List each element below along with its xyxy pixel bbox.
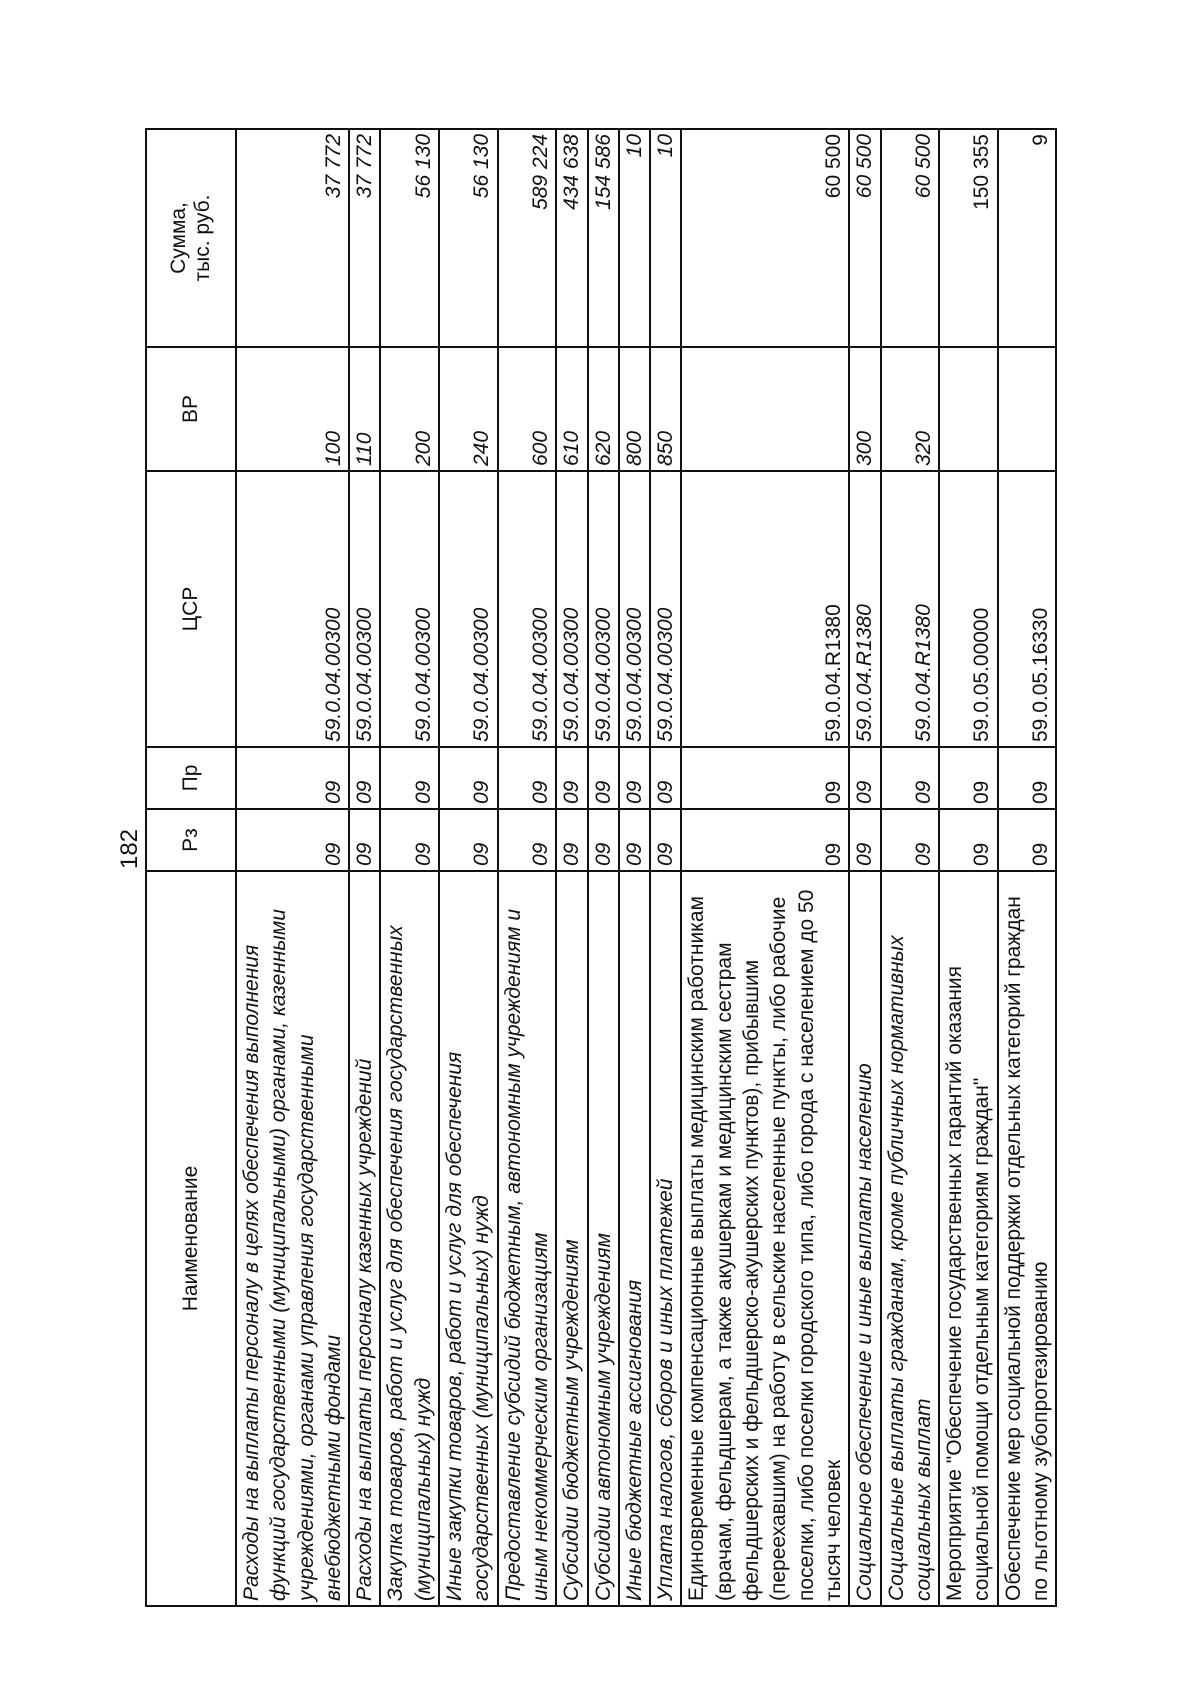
row-pr-cell: 09 (650, 747, 681, 809)
row-sum-cell: 56 130 (380, 129, 439, 347)
row-sum-cell: 60 500 (681, 129, 849, 347)
table-header-row (146, 129, 236, 1606)
row-csr-cell: 59.0.04.00300 (650, 471, 681, 747)
row-name-cell: Уплата налогов, сборов и иных платежей (650, 871, 681, 1606)
row-name-cell: Социальное обеспечение и иные выплаты населению (849, 871, 880, 1606)
row-name-cell: Субсидии автономным учреждениям (588, 871, 619, 1606)
row-sum-cell: 10 (650, 129, 681, 347)
table-row (556, 129, 587, 1606)
row-name-cell: Расходы на выплаты персоналу в целях обеспечения выполнения функций государственными (муниципальными) органами, казенными учреждениями, органами управления государственными внебюджетными фондами (236, 871, 349, 1606)
row-pr-cell: 09 (881, 747, 940, 809)
row-rz-cell: 09 (939, 809, 998, 871)
row-sum-cell: 150 355 (939, 129, 998, 347)
row-pr-cell: 09 (849, 747, 880, 809)
row-csr-cell: 59.0.04.R1380 (681, 471, 849, 747)
row-sum-cell: 9 (998, 129, 1057, 347)
row-pr-cell: 09 (349, 747, 380, 809)
row-pr-cell: 09 (236, 747, 349, 809)
row-vr-cell: 620 (588, 347, 619, 471)
table-row (681, 129, 849, 1606)
row-sum-cell: 37 772 (349, 129, 380, 347)
rotated-table-wrapper (145, 130, 1055, 1607)
header-sum-line2: тыс. руб. (191, 194, 214, 282)
row-sum-cell: 60 500 (849, 129, 880, 347)
row-vr-cell: 300 (849, 347, 880, 471)
table-row (588, 129, 619, 1606)
row-vr-cell: 800 (619, 347, 650, 471)
row-sum-cell: 154 586 (588, 129, 619, 347)
row-rz-cell: 09 (439, 809, 498, 871)
row-sum-cell: 589 224 (498, 129, 557, 347)
row-csr-cell: 59.0.04.00300 (380, 471, 439, 747)
header-rz: Рз (146, 809, 236, 871)
row-rz-cell: 09 (681, 809, 849, 871)
header-pr: Пр (146, 747, 236, 809)
row-vr-cell (939, 347, 998, 471)
row-pr-cell: 09 (556, 747, 587, 809)
row-rz-cell: 09 (650, 809, 681, 871)
row-vr-cell: 100 (236, 347, 349, 471)
row-name-cell: Иные закупки товаров, работ и услуг для обеспечения государственных (муниципальных) нужд (439, 871, 498, 1606)
row-vr-cell (998, 347, 1057, 471)
row-csr-cell: 59.0.05.00000 (939, 471, 998, 747)
row-name-cell: Единовременные компенсационные выплаты медицинским работникам (врачам, фельдшерам, а также акушеркам и медицинским сестрам фельдшерских и фельдшерско-акушерских пунктов), прибывшим (переехавшим) на работу в сельские населенные пункты, либо рабочие поселки, либо поселки городского типа, либо города с населением до 50 тысяч человек (681, 871, 849, 1606)
row-rz-cell: 09 (998, 809, 1057, 871)
row-csr-cell: 59.0.04.R1380 (881, 471, 940, 747)
row-csr-cell: 59.0.04.00300 (588, 471, 619, 747)
header-sum-line1: Сумма, (166, 202, 190, 274)
row-name-cell: Обеспечение мер социальной поддержки отдельных категорий граждан по льготному зубопротезированию (998, 871, 1057, 1606)
table-row (998, 129, 1057, 1606)
row-sum-cell: 10 (619, 129, 650, 347)
row-pr-cell: 09 (998, 747, 1057, 809)
page-number: 182 (116, 828, 143, 870)
row-name-cell: Иные бюджетные ассигнования (619, 871, 650, 1606)
row-csr-cell: 59.0.04.R1380 (849, 471, 880, 747)
row-vr-cell: 200 (380, 347, 439, 471)
row-name-cell: Предоставление субсидий бюджетным, автономным учреждениям и иным некоммерческим организациям (498, 871, 557, 1606)
row-rz-cell: 09 (236, 809, 349, 871)
row-sum-cell: 56 130 (439, 129, 498, 347)
row-rz-cell: 09 (619, 809, 650, 871)
table-row (619, 129, 650, 1606)
table-row (939, 129, 998, 1606)
row-vr-cell: 610 (556, 347, 587, 471)
table-row (650, 129, 681, 1606)
row-vr-cell: 110 (349, 347, 380, 471)
row-vr-cell: 850 (650, 347, 681, 471)
row-pr-cell: 09 (939, 747, 998, 809)
row-vr-cell: 240 (439, 347, 498, 471)
table-row (380, 129, 439, 1606)
header-csr: ЦСР (146, 471, 236, 747)
row-sum-cell: 434 638 (556, 129, 587, 347)
row-sum-cell: 60 500 (881, 129, 940, 347)
table-row (881, 129, 940, 1606)
row-rz-cell: 09 (849, 809, 880, 871)
header-name: Наименование (146, 871, 236, 1606)
row-sum-cell: 37 772 (236, 129, 349, 347)
header-vr: ВР (146, 347, 236, 471)
row-rz-cell: 09 (881, 809, 940, 871)
row-name-cell: Мероприятие "Обеспечение государственных гарантий оказания социальной помощи отдельным категориям граждан" (939, 871, 998, 1606)
row-name-cell: Закупка товаров, работ и услуг для обеспечения государственных (муниципальных) нужд (380, 871, 439, 1606)
row-pr-cell: 09 (498, 747, 557, 809)
row-pr-cell: 09 (439, 747, 498, 809)
row-name-cell: Субсидии бюджетным учреждениям (556, 871, 587, 1606)
row-vr-cell: 600 (498, 347, 557, 471)
table-row (236, 129, 349, 1606)
row-rz-cell: 09 (556, 809, 587, 871)
row-csr-cell: 59.0.04.00300 (236, 471, 349, 747)
row-pr-cell: 09 (619, 747, 650, 809)
row-vr-cell (681, 347, 849, 471)
row-name-cell: Социальные выплаты гражданам, кроме публичных нормативных социальных выплат (881, 871, 940, 1606)
row-csr-cell: 59.0.05.16330 (998, 471, 1057, 747)
row-rz-cell: 09 (349, 809, 380, 871)
row-csr-cell: 59.0.04.00300 (556, 471, 587, 747)
row-rz-cell: 09 (498, 809, 557, 871)
row-csr-cell: 59.0.04.00300 (498, 471, 557, 747)
row-pr-cell: 09 (588, 747, 619, 809)
table-row (349, 129, 380, 1606)
row-rz-cell: 09 (380, 809, 439, 871)
row-pr-cell: 09 (681, 747, 849, 809)
row-csr-cell: 59.0.04.00300 (619, 471, 650, 747)
header-sum (146, 129, 236, 347)
row-csr-cell: 59.0.04.00300 (439, 471, 498, 747)
row-rz-cell: 09 (588, 809, 619, 871)
budget-table (145, 128, 1057, 1607)
row-pr-cell: 09 (380, 747, 439, 809)
row-name-cell: Расходы на выплаты персоналу казенных учреждений (349, 871, 380, 1606)
table-row (498, 129, 557, 1606)
row-csr-cell: 59.0.04.00300 (349, 471, 380, 747)
row-vr-cell: 320 (881, 347, 940, 471)
table-row (439, 129, 498, 1606)
table-row (849, 129, 880, 1606)
